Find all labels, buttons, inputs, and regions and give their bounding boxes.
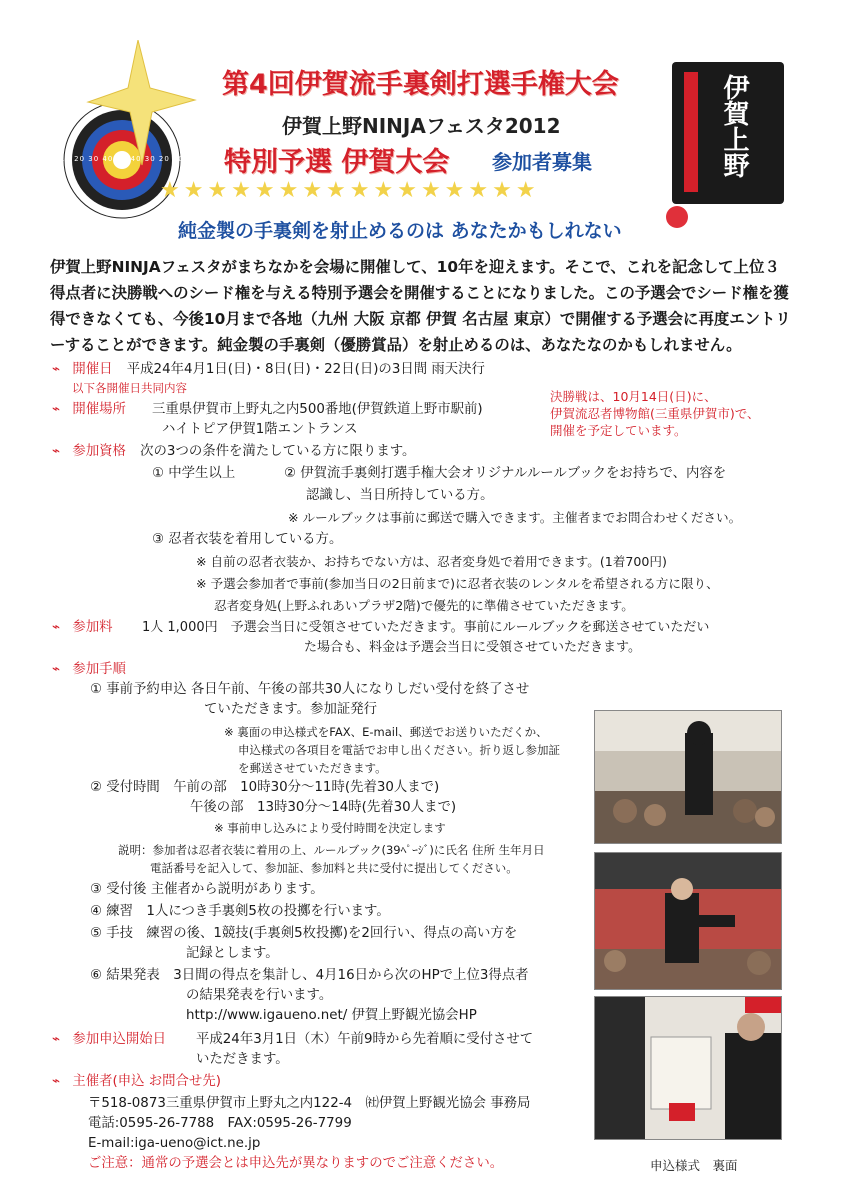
procedure-label: 参加手順: [72, 662, 126, 677]
organizer-label: 主催者(申込 お問合せ先): [72, 1074, 221, 1089]
photo-ninja-demonstration: [594, 710, 782, 844]
intro-paragraph: 伊賀上野NINJAフェスタがまちなかを会場に開催して、10年を迎えます。そこで、これを記念して上位３得点者に決勝戦へのシード権を与える特別予選会を開催することになりました。この予選会でシード権を獲得できなくても、今後10月まで各地（九州 大阪 京都 伊賀 名古屋 東京）で開催する予選会に再度エントリーすることができます。純金製の手裏剣（優勝賞品）を射止めるのは、あなたなのかもしれません。: [50, 258, 791, 354]
photo-award-ceremony: [594, 996, 782, 1140]
tagline: 純金製の手裏剣を射止めるのは あなたかもしれない: [178, 220, 622, 242]
qualification-intro: 次の3つの条件を満たしている方に限ります。: [140, 444, 416, 459]
start-row: [52, 1030, 166, 1050]
start-line2: いただきます。: [196, 1052, 289, 1067]
step-6b: の結果発表を行います。: [186, 988, 333, 1003]
qualification-label: 参加資格: [72, 444, 126, 459]
condition-3-note1: ※ 自前の忍者衣装か、お持ちでない方は、忍者変身処で着用できます。(1着700円): [196, 554, 667, 569]
bullet-icon: ⌁: [52, 1074, 61, 1089]
special-qualifier-title: 特別予選 伊賀大会: [224, 147, 450, 178]
recruitment-label: 参加者募集: [492, 150, 592, 174]
fee-label: 参加料: [72, 620, 113, 635]
fee-row: [52, 618, 113, 638]
fee-line2: た場合も、料金は予選会当日に受領させていただきます。: [304, 640, 641, 655]
explanation-1: 説明：参加者は忍者衣装に着用の上、ルールブック(39ﾍﾟｰｼﾞ)に氏名 住所 生年月日: [118, 843, 545, 857]
venue-row: [52, 400, 126, 420]
step-2-note: ※ 事前申し込みにより受付時間を決定します: [214, 821, 446, 835]
step-1-note2: 申込様式の各項目を電話でお申し出ください。折り返し参加証: [238, 743, 560, 757]
final-note-line1: 決勝戦は、10月14日(日)に、: [550, 389, 717, 404]
date-label: 開催日: [72, 362, 113, 377]
organizer-row: [52, 1072, 221, 1092]
step-1-note3: を郵送させていただきます。: [238, 761, 387, 775]
iga-ueno-logo: [672, 62, 784, 204]
final-note: [550, 388, 760, 439]
bullet-icon: ⌁: [52, 444, 61, 459]
application-form-label: 申込様式 裏面: [650, 1158, 738, 1173]
page-title: 第4回伊賀流手裏剣打選手権大会: [222, 69, 619, 100]
bullet-icon: ⌁: [52, 362, 61, 377]
venue-label: 開催場所: [72, 402, 126, 417]
step-4: ④ 練習 1人につき手裏剣5枚の投擲を行います。: [90, 904, 390, 919]
event-subtitle: 伊賀上野NINJAフェスタ2012: [282, 114, 561, 138]
results-url-link[interactable]: http://www.igaueno.net/ 伊賀上野観光協会HP: [186, 1008, 477, 1023]
date-row: [52, 360, 485, 380]
star-row-decoration: ★★★★★★★★★★★★★★★★: [160, 178, 540, 203]
organizer-email-link[interactable]: E-mail:iga-ueno@ict.ne.jp: [88, 1136, 261, 1151]
step-2b: 午後の部 13時30分～14時(先着30人まで): [190, 800, 457, 815]
explanation-2: 電話番号を記入して、参加証、参加料と共に受付に提出してください。: [150, 861, 518, 875]
logo-red-bar: [684, 72, 698, 192]
photo-participant-throwing: [594, 852, 782, 990]
qualification-row: [52, 442, 415, 462]
caution-note: ご注意：通常の予選会とは申込先が異なりますのでご注意ください。: [88, 1156, 504, 1171]
condition-2b: 認識し、当日所持している方。: [306, 488, 494, 503]
step-1b: ていただきます。参加証発行: [204, 702, 378, 717]
step-2a: ② 受付時間 午前の部 10時30分～11時(先着30人まで): [90, 780, 440, 795]
step-3: ③ 受付後 主催者から説明があります。: [90, 882, 324, 897]
venue-line2: ハイトピア伊賀1階エントランス: [162, 422, 358, 437]
condition-3-note2: ※ 予選会参加者で事前(参加当日の2日前まで)に忍者衣装のレンタルを希望される方に限り、: [196, 576, 719, 591]
bullet-icon: ⌁: [52, 402, 61, 417]
condition-3-note3: 忍者変身処(上野ふれあいプラザ2階)で優先的に準備させていただきます。: [214, 598, 634, 613]
start-label: 参加申込開始日: [72, 1032, 167, 1047]
condition-3: ③ 忍者衣装を着用している方。: [152, 532, 343, 547]
bullet-icon: ⌁: [52, 1032, 61, 1047]
logo-text: 伊賀上野: [719, 74, 749, 178]
bullet-icon: ⌁: [52, 620, 61, 635]
final-note-line3: 開催を予定しています。: [550, 423, 687, 438]
fee-line1: 1人 1,000円 予選会当日に受領させていただきます。事前にルールブックを郵送させていただい: [142, 620, 710, 635]
mascot-icon: [666, 206, 688, 228]
condition-2a: ② 伊賀流手裏剣打選手権大会オリジナルルールブックをお持ちで、内容を: [284, 466, 727, 481]
venue-line1: 三重県伊賀市上野丸之内500番地(伊賀鉄道上野市駅前): [152, 402, 483, 417]
date-note: 以下各開催日共同内容: [72, 381, 187, 395]
organizer-address: 〒518-0873三重県伊賀市上野丸之内122-4 ㈳伊賀上野観光協会 事務局: [88, 1096, 531, 1111]
step-6a: ⑥ 結果発表 3日間の得点を集計し、4月16日から次のHPで上位3得点者: [90, 968, 529, 983]
procedure-row: [52, 660, 126, 680]
organizer-phone: 電話:0595-26-7788 FAX:0595-26-7799: [88, 1116, 352, 1131]
start-line1: 平成24年3月1日（木）午前9時から先着順に受付させて: [196, 1032, 534, 1047]
step-1-note1: ※ 裏面の申込様式をFAX、E-mail、郵送でお送りいただくか、: [224, 725, 548, 739]
date-value: 平成24年4月1日(日)・8日(日)・22日(日)の3日間 雨天決行: [126, 362, 485, 377]
condition-2-note: ※ ルールブックは事前に郵送で購入できます。主催者までお問合わせください。: [288, 510, 742, 525]
step-5a: ⑤ 手技 練習の後、1競技(手裏剣5枚投擲)を2回行い、得点の高い方を: [90, 926, 518, 941]
condition-1: ① 中学生以上: [152, 466, 236, 481]
bullet-icon: ⌁: [52, 662, 61, 677]
final-note-line2: 伊賀流忍者博物館(三重県伊賀市)で、: [550, 406, 760, 421]
step-1a: ① 事前予約申込 各日午前、午後の部共30人になりしだい受付を終了させ: [90, 682, 530, 697]
target-numbers: 10 20 30 40 50 40 30 20 10: [60, 155, 184, 163]
step-5b: 記録とします。: [186, 946, 279, 961]
